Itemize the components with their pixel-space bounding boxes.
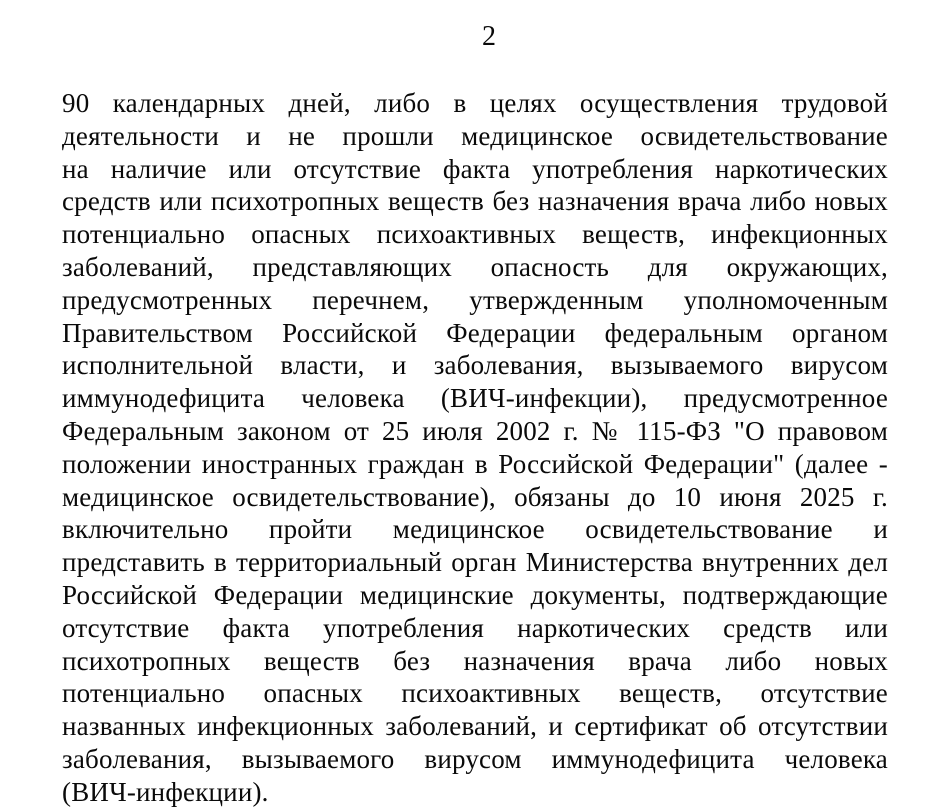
text-line: включительно пройти медицинское освидетельствование и [62,514,888,545]
text-line: на наличие или отсутствие факта употребления наркотических [62,153,888,184]
text-line: Федеральным законом от 25 июля 2002 г. № 115-ФЗ "О правовом [62,415,888,446]
text-line: медицинское освидетельствование), обязаны до 10 июня 2025 г. [62,481,888,512]
text-line: заболеваний, представляющих опасность для окружающих, [62,251,888,282]
text-line: заболевания, вызываемого вирусом иммунодефицита человека [62,743,888,774]
text-line: потенциально опасных психоактивных веществ, отсутствие [62,678,888,709]
text-line: средств или психотропных веществ без назначения врача либо новых [62,186,888,217]
text-line: исполнительной власти, и заболевания, вызываемого вирусом [62,350,888,381]
text-line: представить в территориальный орган Министерства внутренних дел [62,547,888,578]
text-line: иммунодефицита человека (ВИЧ-инфекции), предусмотренное [62,383,888,414]
text-line: предусмотренных перечнем, утвержденным уполномоченным [62,284,888,315]
text-line: названных инфекционных заболеваний, и сертификат об отсутствии [62,711,888,742]
page-number: 2 [482,21,496,52]
text-line: положении иностранных граждан в Российской Федерации" (далее - [62,448,888,479]
text-line: Российской Федерации медицинские документы, подтверждающие [62,579,888,610]
text-line: потенциально опасных психоактивных веществ, инфекционных [62,219,888,250]
text-line: Правительством Российской Федерации федеральным органом [62,317,888,348]
text-line: психотропных веществ без назначения врача либо новых [62,645,888,676]
text-line: отсутствие факта употребления наркотических средств или [62,612,888,643]
text-line: деятельности и не прошли медицинское освидетельствование [62,120,888,151]
text-line: (ВИЧ-инфекции). [62,776,269,807]
document-body [62,87,888,809]
text-line: 90 календарных дней, либо в целях осуществления трудовой [62,88,888,118]
